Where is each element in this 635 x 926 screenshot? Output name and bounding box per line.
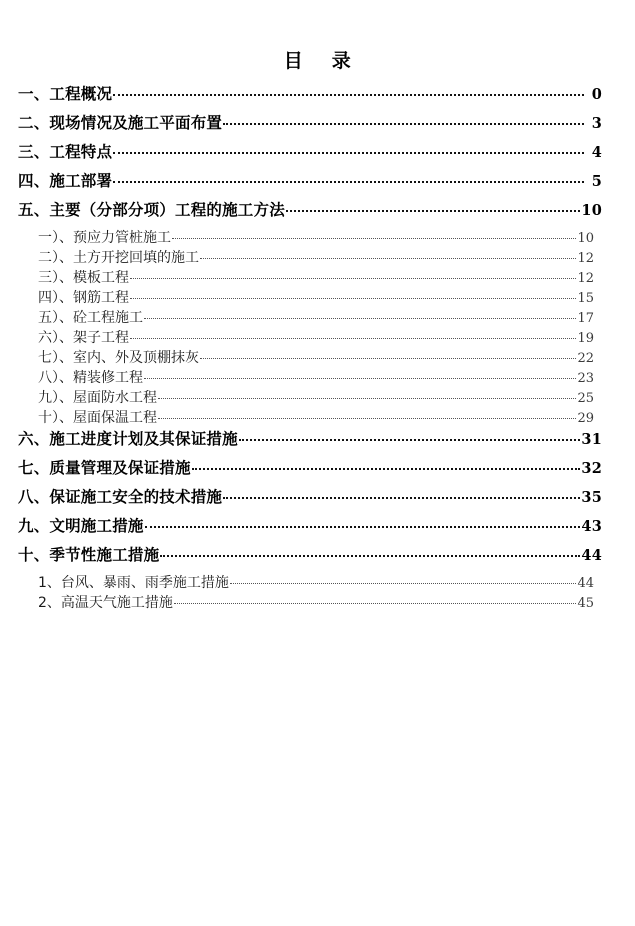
toc-dot-leader <box>223 122 584 125</box>
toc-dot-leader <box>172 237 576 239</box>
toc-dot-leader <box>113 180 584 183</box>
toc-entry[interactable] <box>18 514 604 543</box>
toc-dot-leader <box>200 257 576 259</box>
toc-entry-label: 五、主要（分部分项）工程的施工方法 <box>18 200 285 219</box>
toc-entry-label: 六）、架子工程 <box>38 330 129 346</box>
toc-entry[interactable] <box>18 543 604 572</box>
toc-entry-label: 六、施工进度计划及其保证措施 <box>18 429 238 448</box>
toc-entry-label: 一）、预应力管桩施工 <box>38 230 171 246</box>
toc-entry-page-number: 44 <box>581 547 602 564</box>
toc-entry-label: 八、保证施工安全的技术措施 <box>18 487 223 506</box>
toc-entry-label: 十）、屋面保温工程 <box>38 410 157 426</box>
toc-entry-label: 七、质量管理及保证措施 <box>18 458 191 477</box>
toc-dot-leader <box>144 377 576 379</box>
toc-entry-page-number: 29 <box>577 411 594 426</box>
toc-entry-page-number: 3 <box>591 115 602 132</box>
toc-dot-leader <box>158 397 576 399</box>
toc-entry-label: 九）、屋面防水工程 <box>38 390 157 406</box>
toc-dot-leader <box>130 277 576 279</box>
toc-entry-page-number: 19 <box>577 331 594 346</box>
toc-dot-leader <box>174 602 577 604</box>
toc-entry-label: 四、施工部署 <box>18 171 113 190</box>
toc-entry[interactable] <box>18 82 604 111</box>
toc-entry[interactable] <box>18 307 604 327</box>
toc-entry[interactable] <box>18 485 604 514</box>
toc-dot-leader <box>144 317 576 319</box>
toc-entry[interactable] <box>18 456 604 485</box>
toc-entry-page-number: 44 <box>577 576 594 591</box>
toc-entry[interactable] <box>18 267 604 287</box>
toc-entry[interactable] <box>18 227 604 247</box>
toc-entry-page-number: 31 <box>581 431 602 448</box>
toc-entry-label: 十、季节性施工措施 <box>18 545 160 564</box>
toc-entry-label: 二、现场情况及施工平面布置 <box>18 113 223 132</box>
toc-entry[interactable] <box>18 287 604 307</box>
toc-entry-page-number: 22 <box>577 351 594 366</box>
toc-entry[interactable] <box>18 140 604 169</box>
toc-entry-label: 三、工程特点 <box>18 142 113 161</box>
toc-entry[interactable] <box>18 347 604 367</box>
toc-entry[interactable] <box>18 407 604 427</box>
toc-dot-leader <box>130 297 576 299</box>
toc-entry-label: 二）、土方开挖回填的施工 <box>38 250 199 266</box>
toc-entry-label: 1、台风、暴雨、雨季施工措施 <box>38 575 229 591</box>
toc-dot-leader <box>158 417 576 419</box>
toc-entry-label: 一、工程概况 <box>18 84 113 103</box>
toc-entry-page-number: 15 <box>577 291 594 306</box>
toc-entry-page-number: 12 <box>577 271 594 286</box>
toc-dot-leader <box>192 467 581 470</box>
toc-dot-leader <box>223 496 580 499</box>
toc-entry-label: 2、高温天气施工措施 <box>38 595 173 611</box>
toc-entry-label: 九、文明施工措施 <box>18 516 144 535</box>
toc-entry-page-number: 4 <box>591 144 602 161</box>
toc-entry[interactable] <box>18 592 604 612</box>
toc-entry-page-number: 35 <box>581 489 602 506</box>
table-of-contents <box>18 82 604 612</box>
toc-entry-label: 四）、钢筋工程 <box>38 290 129 306</box>
toc-entry-page-number: 10 <box>581 202 602 219</box>
toc-entry-label: 七）、室内、外及顶棚抹灰 <box>38 350 199 366</box>
toc-entry[interactable] <box>18 198 604 227</box>
toc-entry[interactable] <box>18 367 604 387</box>
toc-dot-leader <box>113 93 584 96</box>
toc-entry-page-number: 5 <box>591 173 602 190</box>
toc-entry[interactable] <box>18 427 604 456</box>
toc-entry-page-number: 32 <box>581 460 602 477</box>
toc-dot-leader <box>230 582 577 584</box>
toc-entry-page-number: 17 <box>577 311 594 326</box>
toc-entry[interactable] <box>18 572 604 592</box>
toc-entry[interactable] <box>18 111 604 140</box>
toc-entry-page-number: 10 <box>577 231 594 246</box>
toc-entry-label: 三）、模板工程 <box>38 270 129 286</box>
toc-dot-leader <box>160 554 580 557</box>
toc-entry[interactable] <box>18 327 604 347</box>
toc-entry-page-number: 0 <box>591 86 602 103</box>
toc-entry-label: 五）、砼工程施工 <box>38 310 143 326</box>
toc-dot-leader <box>130 337 576 339</box>
toc-entry[interactable] <box>18 387 604 407</box>
toc-dot-leader <box>286 209 581 212</box>
toc-entry-page-number: 23 <box>577 371 594 386</box>
toc-entry-page-number: 45 <box>577 596 594 611</box>
toc-entry[interactable] <box>18 247 604 267</box>
toc-entry-label: 八）、精装修工程 <box>38 370 143 386</box>
toc-entry-page-number: 25 <box>577 391 594 406</box>
toc-dot-leader <box>145 525 581 528</box>
toc-dot-leader <box>113 151 584 154</box>
toc-dot-leader <box>239 438 581 441</box>
toc-entry[interactable] <box>18 169 604 198</box>
page-title: 目 录 <box>283 50 352 72</box>
toc-entry-page-number: 43 <box>581 518 602 535</box>
toc-entry-page-number: 12 <box>577 251 594 266</box>
toc-dot-leader <box>200 357 576 359</box>
